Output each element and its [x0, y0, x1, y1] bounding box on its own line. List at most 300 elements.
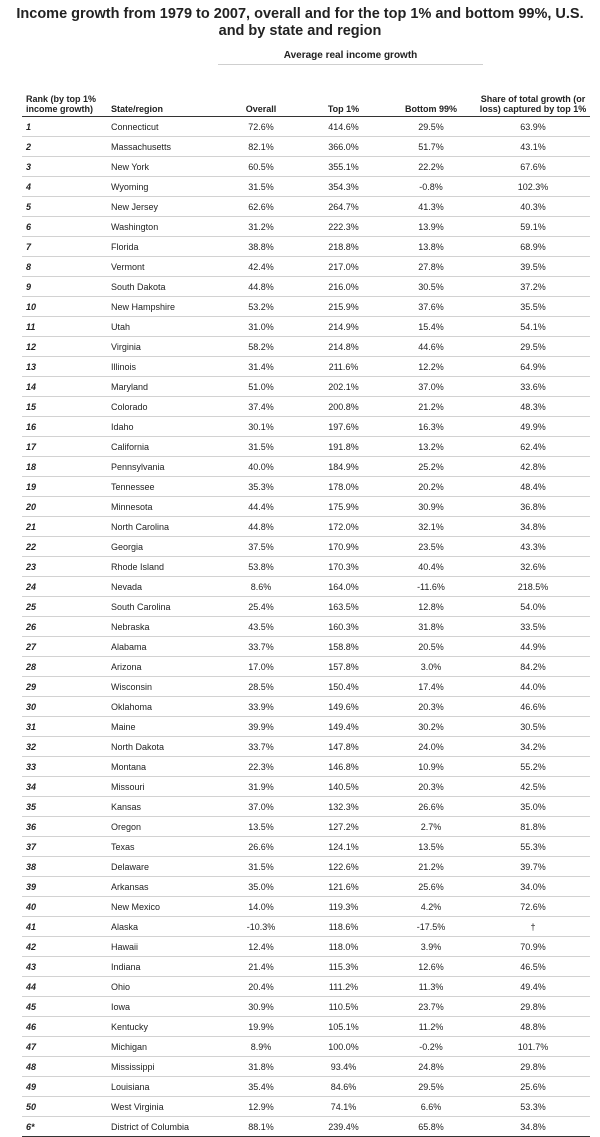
- cell-share: 39.5%: [476, 257, 590, 277]
- col-header-bottom: Bottom 99%: [404, 104, 457, 114]
- cell-bottom-99pct: 4.2%: [386, 897, 476, 917]
- cell-share: 43.3%: [476, 537, 590, 557]
- cell-overall: 31.5%: [221, 177, 301, 197]
- table-row: [22, 1017, 590, 1037]
- cell-bottom-99pct: 21.2%: [386, 857, 476, 877]
- table-row: [22, 397, 590, 417]
- cell-top-1pct: 118.0%: [301, 937, 386, 957]
- cell-state: Kentucky: [111, 1017, 221, 1037]
- cell-state: Tennessee: [111, 477, 221, 497]
- cell-rank: 21: [22, 517, 111, 537]
- cell-top-1pct: 202.1%: [301, 377, 386, 397]
- cell-state: South Dakota: [111, 277, 221, 297]
- cell-overall: -10.3%: [221, 917, 301, 937]
- cell-share: 48.8%: [476, 1017, 590, 1037]
- cell-top-1pct: 414.6%: [301, 117, 386, 137]
- cell-share: 34.8%: [476, 517, 590, 537]
- table-row: [22, 197, 590, 217]
- cell-state: New Hampshire: [111, 297, 221, 317]
- cell-rank: 48: [22, 1057, 111, 1077]
- cell-rank: 23: [22, 557, 111, 577]
- cell-share: 33.6%: [476, 377, 590, 397]
- cell-overall: 44.8%: [221, 517, 301, 537]
- col-header-share: Share of total growth (or loss) captured by top 1%: [479, 94, 587, 114]
- col-header-top: Top 1%: [327, 104, 360, 114]
- table-row: [22, 117, 590, 137]
- cell-top-1pct: 149.4%: [301, 717, 386, 737]
- cell-bottom-99pct: 13.5%: [386, 837, 476, 857]
- cell-state: Idaho: [111, 417, 221, 437]
- cell-state: Utah: [111, 317, 221, 337]
- table-row: [22, 877, 590, 897]
- cell-bottom-99pct: 51.7%: [386, 137, 476, 157]
- cell-top-1pct: 214.8%: [301, 337, 386, 357]
- cell-share: 35.5%: [476, 297, 590, 317]
- cell-rank: 49: [22, 1077, 111, 1097]
- col-header-state: State/region: [111, 104, 164, 114]
- cell-top-1pct: 355.1%: [301, 157, 386, 177]
- cell-top-1pct: 164.0%: [301, 577, 386, 597]
- cell-rank: 14: [22, 377, 111, 397]
- cell-rank: 47: [22, 1037, 111, 1057]
- cell-share: 55.2%: [476, 757, 590, 777]
- cell-top-1pct: 146.8%: [301, 757, 386, 777]
- cell-top-1pct: 215.9%: [301, 297, 386, 317]
- cell-state: Minnesota: [111, 497, 221, 517]
- cell-bottom-99pct: 11.3%: [386, 977, 476, 997]
- cell-bottom-99pct: 30.2%: [386, 717, 476, 737]
- cell-rank: 16: [22, 417, 111, 437]
- cell-top-1pct: 157.8%: [301, 657, 386, 677]
- cell-overall: 58.2%: [221, 337, 301, 357]
- cell-share: 34.8%: [476, 1117, 590, 1137]
- cell-rank: 25: [22, 597, 111, 617]
- cell-bottom-99pct: 32.1%: [386, 517, 476, 537]
- cell-rank: 32: [22, 737, 111, 757]
- table-row: [22, 697, 590, 717]
- table-row: [22, 517, 590, 537]
- cell-share: 81.8%: [476, 817, 590, 837]
- cell-state: North Carolina: [111, 517, 221, 537]
- cell-bottom-99pct: 22.2%: [386, 157, 476, 177]
- cell-rank: 22: [22, 537, 111, 557]
- cell-bottom-99pct: 13.2%: [386, 437, 476, 457]
- cell-bottom-99pct: 27.8%: [386, 257, 476, 277]
- cell-bottom-99pct: 12.2%: [386, 357, 476, 377]
- cell-share: 54.0%: [476, 597, 590, 617]
- cell-overall: 31.9%: [221, 777, 301, 797]
- cell-rank: 37: [22, 837, 111, 857]
- cell-bottom-99pct: 13.8%: [386, 237, 476, 257]
- cell-top-1pct: 222.3%: [301, 217, 386, 237]
- cell-top-1pct: 200.8%: [301, 397, 386, 417]
- col-header-rank: Rank (by top 1% income growth): [26, 94, 97, 114]
- cell-overall: 21.4%: [221, 957, 301, 977]
- cell-state: Montana: [111, 757, 221, 777]
- cell-bottom-99pct: 20.2%: [386, 477, 476, 497]
- cell-share: 84.2%: [476, 657, 590, 677]
- cell-top-1pct: 178.0%: [301, 477, 386, 497]
- cell-share: 44.9%: [476, 637, 590, 657]
- cell-share: 49.4%: [476, 977, 590, 997]
- cell-overall: 44.4%: [221, 497, 301, 517]
- cell-overall: 35.4%: [221, 1077, 301, 1097]
- cell-top-1pct: 366.0%: [301, 137, 386, 157]
- cell-top-1pct: 84.6%: [301, 1077, 386, 1097]
- cell-rank: 6*: [22, 1117, 111, 1137]
- cell-top-1pct: 197.6%: [301, 417, 386, 437]
- cell-overall: 39.9%: [221, 717, 301, 737]
- cell-top-1pct: 74.1%: [301, 1097, 386, 1117]
- cell-share: †: [476, 917, 590, 937]
- cell-share: 72.6%: [476, 897, 590, 917]
- cell-state: Maine: [111, 717, 221, 737]
- cell-state: Michigan: [111, 1037, 221, 1057]
- cell-bottom-99pct: 17.4%: [386, 677, 476, 697]
- cell-overall: 53.2%: [221, 297, 301, 317]
- cell-state: Georgia: [111, 537, 221, 557]
- table-row: [22, 497, 590, 517]
- cell-rank: 29: [22, 677, 111, 697]
- table-row: [22, 777, 590, 797]
- cell-share: 36.8%: [476, 497, 590, 517]
- cell-overall: 60.5%: [221, 157, 301, 177]
- cell-bottom-99pct: 12.6%: [386, 957, 476, 977]
- cell-overall: 26.6%: [221, 837, 301, 857]
- cell-bottom-99pct: 12.8%: [386, 597, 476, 617]
- table-row: [22, 137, 590, 157]
- cell-bottom-99pct: 24.0%: [386, 737, 476, 757]
- cell-share: 68.9%: [476, 237, 590, 257]
- cell-share: 44.0%: [476, 677, 590, 697]
- cell-share: 43.1%: [476, 137, 590, 157]
- cell-top-1pct: 191.8%: [301, 437, 386, 457]
- cell-bottom-99pct: 29.5%: [386, 117, 476, 137]
- cell-rank: 33: [22, 757, 111, 777]
- cell-share: 42.8%: [476, 457, 590, 477]
- cell-overall: 30.1%: [221, 417, 301, 437]
- cell-overall: 37.0%: [221, 797, 301, 817]
- table-row: [22, 277, 590, 297]
- cell-overall: 25.4%: [221, 597, 301, 617]
- cell-overall: 31.5%: [221, 437, 301, 457]
- cell-share: 55.3%: [476, 837, 590, 857]
- table-row: [22, 537, 590, 557]
- cell-bottom-99pct: 37.0%: [386, 377, 476, 397]
- table-row: [22, 757, 590, 777]
- cell-overall: 33.9%: [221, 697, 301, 717]
- cell-share: 59.1%: [476, 217, 590, 237]
- cell-top-1pct: 110.5%: [301, 997, 386, 1017]
- cell-rank: 3: [22, 157, 111, 177]
- cell-bottom-99pct: -17.5%: [386, 917, 476, 937]
- cell-share: 25.6%: [476, 1077, 590, 1097]
- cell-state: Hawaii: [111, 937, 221, 957]
- table-row: [22, 817, 590, 837]
- cell-top-1pct: 127.2%: [301, 817, 386, 837]
- cell-rank: 34: [22, 777, 111, 797]
- cell-rank: 41: [22, 917, 111, 937]
- cell-top-1pct: 172.0%: [301, 517, 386, 537]
- cell-state: New Jersey: [111, 197, 221, 217]
- cell-rank: 38: [22, 857, 111, 877]
- cell-share: 29.5%: [476, 337, 590, 357]
- cell-overall: 33.7%: [221, 737, 301, 757]
- table-body: [22, 117, 590, 1137]
- table-row: [22, 377, 590, 397]
- cell-state: Florida: [111, 237, 221, 257]
- cell-state: Mississippi: [111, 1057, 221, 1077]
- cell-bottom-99pct: 31.8%: [386, 617, 476, 637]
- cell-share: 53.3%: [476, 1097, 590, 1117]
- cell-bottom-99pct: 26.6%: [386, 797, 476, 817]
- cell-share: 49.9%: [476, 417, 590, 437]
- cell-overall: 8.9%: [221, 1037, 301, 1057]
- cell-bottom-99pct: 29.5%: [386, 1077, 476, 1097]
- cell-overall: 17.0%: [221, 657, 301, 677]
- cell-state: South Carolina: [111, 597, 221, 617]
- cell-bottom-99pct: -11.6%: [386, 577, 476, 597]
- cell-state: New Mexico: [111, 897, 221, 917]
- cell-bottom-99pct: 65.8%: [386, 1117, 476, 1137]
- cell-rank: 39: [22, 877, 111, 897]
- cell-share: 34.2%: [476, 737, 590, 757]
- cell-bottom-99pct: 16.3%: [386, 417, 476, 437]
- cell-share: 63.9%: [476, 117, 590, 137]
- cell-overall: 12.4%: [221, 937, 301, 957]
- header-row: [22, 66, 590, 117]
- table-row: [22, 337, 590, 357]
- cell-bottom-99pct: -0.2%: [386, 1037, 476, 1057]
- cell-rank: 24: [22, 577, 111, 597]
- cell-top-1pct: 93.4%: [301, 1057, 386, 1077]
- cell-top-1pct: 170.9%: [301, 537, 386, 557]
- cell-overall: 12.9%: [221, 1097, 301, 1117]
- table-row: [22, 157, 590, 177]
- cell-top-1pct: 140.5%: [301, 777, 386, 797]
- cell-overall: 37.4%: [221, 397, 301, 417]
- cell-share: 101.7%: [476, 1037, 590, 1057]
- table-row: [22, 737, 590, 757]
- cell-rank: 4: [22, 177, 111, 197]
- cell-state: Wyoming: [111, 177, 221, 197]
- cell-bottom-99pct: 21.2%: [386, 397, 476, 417]
- table-row: [22, 577, 590, 597]
- cell-overall: 40.0%: [221, 457, 301, 477]
- cell-rank: 26: [22, 617, 111, 637]
- cell-state: Maryland: [111, 377, 221, 397]
- table-row: [22, 657, 590, 677]
- table-row: [22, 677, 590, 697]
- group-header: Average real income growth: [283, 50, 418, 61]
- cell-bottom-99pct: 2.7%: [386, 817, 476, 837]
- cell-share: 48.4%: [476, 477, 590, 497]
- cell-state: Arizona: [111, 657, 221, 677]
- cell-overall: 42.4%: [221, 257, 301, 277]
- cell-overall: 37.5%: [221, 537, 301, 557]
- cell-state: California: [111, 437, 221, 457]
- cell-top-1pct: 105.1%: [301, 1017, 386, 1037]
- table-row: [22, 1057, 590, 1077]
- cell-rank: 35: [22, 797, 111, 817]
- cell-top-1pct: 160.3%: [301, 617, 386, 637]
- table-row: [22, 1037, 590, 1057]
- cell-share: 32.6%: [476, 557, 590, 577]
- table-row: [22, 1097, 590, 1117]
- cell-share: 29.8%: [476, 1057, 590, 1077]
- cell-state: New York: [111, 157, 221, 177]
- table-row: [22, 457, 590, 477]
- cell-share: 48.3%: [476, 397, 590, 417]
- cell-state: Colorado: [111, 397, 221, 417]
- cell-rank: 6: [22, 217, 111, 237]
- cell-top-1pct: 115.3%: [301, 957, 386, 977]
- cell-state: Indiana: [111, 957, 221, 977]
- cell-state: Virginia: [111, 337, 221, 357]
- table-row: [22, 997, 590, 1017]
- cell-rank: 13: [22, 357, 111, 377]
- cell-bottom-99pct: 3.0%: [386, 657, 476, 677]
- cell-bottom-99pct: 44.6%: [386, 337, 476, 357]
- cell-rank: 17: [22, 437, 111, 457]
- table-row: [22, 237, 590, 257]
- cell-rank: 50: [22, 1097, 111, 1117]
- cell-overall: 31.8%: [221, 1057, 301, 1077]
- cell-bottom-99pct: 11.2%: [386, 1017, 476, 1037]
- cell-rank: 12: [22, 337, 111, 357]
- table-row: [22, 477, 590, 497]
- cell-top-1pct: 217.0%: [301, 257, 386, 277]
- cell-bottom-99pct: 37.6%: [386, 297, 476, 317]
- cell-overall: 13.5%: [221, 817, 301, 837]
- cell-bottom-99pct: 20.5%: [386, 637, 476, 657]
- cell-bottom-99pct: -0.8%: [386, 177, 476, 197]
- cell-top-1pct: 354.3%: [301, 177, 386, 197]
- cell-top-1pct: 121.6%: [301, 877, 386, 897]
- cell-bottom-99pct: 30.9%: [386, 497, 476, 517]
- table-row: [22, 217, 590, 237]
- cell-rank: 44: [22, 977, 111, 997]
- cell-top-1pct: 119.3%: [301, 897, 386, 917]
- cell-bottom-99pct: 3.9%: [386, 937, 476, 957]
- cell-overall: 72.6%: [221, 117, 301, 137]
- cell-state: Texas: [111, 837, 221, 857]
- cell-rank: 2: [22, 137, 111, 157]
- table-row: [22, 957, 590, 977]
- cell-rank: 31: [22, 717, 111, 737]
- cell-state: Louisiana: [111, 1077, 221, 1097]
- cell-state: West Virginia: [111, 1097, 221, 1117]
- table-row: [22, 1077, 590, 1097]
- cell-overall: 22.3%: [221, 757, 301, 777]
- cell-share: 37.2%: [476, 277, 590, 297]
- cell-share: 46.5%: [476, 957, 590, 977]
- cell-rank: 19: [22, 477, 111, 497]
- cell-state: Oklahoma: [111, 697, 221, 717]
- table-row: [22, 557, 590, 577]
- table-row: [22, 937, 590, 957]
- cell-share: 67.6%: [476, 157, 590, 177]
- cell-bottom-99pct: 41.3%: [386, 197, 476, 217]
- cell-rank: 15: [22, 397, 111, 417]
- table-row: [22, 257, 590, 277]
- cell-overall: 14.0%: [221, 897, 301, 917]
- cell-state: Nebraska: [111, 617, 221, 637]
- cell-top-1pct: 118.6%: [301, 917, 386, 937]
- cell-top-1pct: 184.9%: [301, 457, 386, 477]
- cell-top-1pct: 239.4%: [301, 1117, 386, 1137]
- cell-state: Washington: [111, 217, 221, 237]
- cell-rank: 10: [22, 297, 111, 317]
- table-row: [22, 637, 590, 657]
- cell-overall: 30.9%: [221, 997, 301, 1017]
- cell-share: 40.3%: [476, 197, 590, 217]
- cell-top-1pct: 214.9%: [301, 317, 386, 337]
- cell-rank: 42: [22, 937, 111, 957]
- cell-overall: 28.5%: [221, 677, 301, 697]
- table-row: [22, 597, 590, 617]
- cell-state: District of Columbia: [111, 1117, 221, 1137]
- table-row: [22, 857, 590, 877]
- cell-overall: 8.6%: [221, 577, 301, 597]
- cell-overall: 31.5%: [221, 857, 301, 877]
- cell-state: Alabama: [111, 637, 221, 657]
- cell-state: Vermont: [111, 257, 221, 277]
- cell-overall: 62.6%: [221, 197, 301, 217]
- cell-state: Rhode Island: [111, 557, 221, 577]
- cell-rank: 7: [22, 237, 111, 257]
- cell-overall: 51.0%: [221, 377, 301, 397]
- cell-overall: 19.9%: [221, 1017, 301, 1037]
- cell-overall: 33.7%: [221, 637, 301, 657]
- cell-state: Massachusetts: [111, 137, 221, 157]
- cell-top-1pct: 218.8%: [301, 237, 386, 257]
- cell-rank: 18: [22, 457, 111, 477]
- cell-rank: 9: [22, 277, 111, 297]
- cell-overall: 31.4%: [221, 357, 301, 377]
- group-header-rule: [218, 64, 483, 65]
- income-growth-table: [22, 66, 590, 1137]
- table-row: [22, 297, 590, 317]
- table-row: [22, 717, 590, 737]
- cell-state: Iowa: [111, 997, 221, 1017]
- cell-overall: 31.2%: [221, 217, 301, 237]
- table-row: [22, 917, 590, 937]
- cell-top-1pct: 216.0%: [301, 277, 386, 297]
- cell-top-1pct: 111.2%: [301, 977, 386, 997]
- cell-share: 54.1%: [476, 317, 590, 337]
- cell-top-1pct: 149.6%: [301, 697, 386, 717]
- cell-rank: 40: [22, 897, 111, 917]
- cell-bottom-99pct: 23.5%: [386, 537, 476, 557]
- cell-share: 64.9%: [476, 357, 590, 377]
- table-row: [22, 417, 590, 437]
- cell-rank: 1: [22, 117, 111, 137]
- cell-state: Oregon: [111, 817, 221, 837]
- cell-bottom-99pct: 15.4%: [386, 317, 476, 337]
- table-row: [22, 317, 590, 337]
- table-row: [22, 797, 590, 817]
- cell-state: Pennsylvania: [111, 457, 221, 477]
- page-title: Income growth from 1979 to 2007, overall and for the top 1% and bottom 99%, U.S. and by state and region: [16, 6, 584, 39]
- cell-bottom-99pct: 24.8%: [386, 1057, 476, 1077]
- cell-state: Arkansas: [111, 877, 221, 897]
- cell-share: 39.7%: [476, 857, 590, 877]
- cell-overall: 44.8%: [221, 277, 301, 297]
- cell-bottom-99pct: 13.9%: [386, 217, 476, 237]
- cell-overall: 82.1%: [221, 137, 301, 157]
- cell-state: Delaware: [111, 857, 221, 877]
